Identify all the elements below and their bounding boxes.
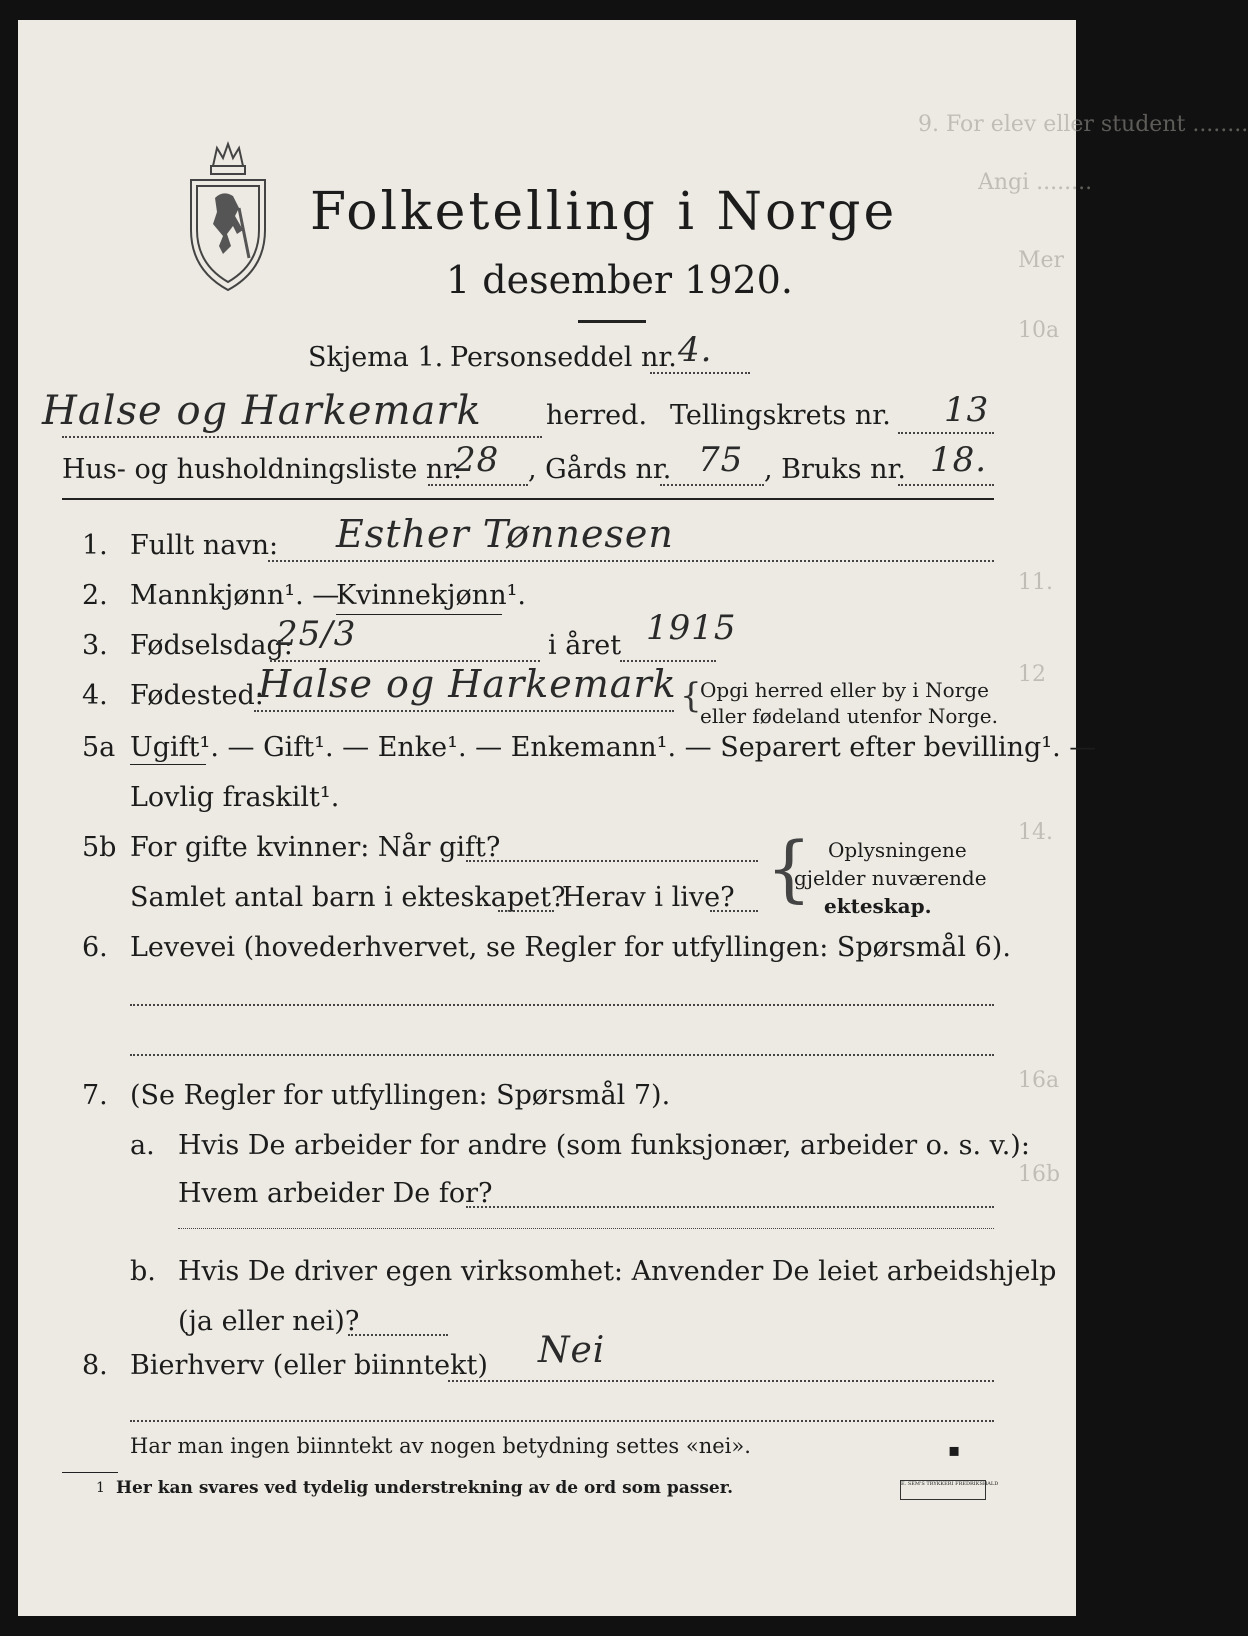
- q5b-number: 5b: [82, 832, 117, 863]
- q5a-line2: Lovlig fraskilt¹.: [130, 782, 340, 813]
- bruks-field-line: [898, 484, 994, 486]
- q6-label: Levevei (hovederhvervet, se Regler for utfyllingen: Spørsmål 6).: [130, 932, 1011, 963]
- bruks-label: , Bruks nr.: [764, 454, 907, 485]
- q7a-answer-line2: [178, 1228, 994, 1229]
- q8-label: Bierhverv (eller biinntekt): [130, 1350, 488, 1381]
- q7a-number: a.: [130, 1130, 155, 1161]
- bruks-value: 18.: [930, 440, 988, 480]
- herred-value: Halse og Harkemark: [42, 388, 482, 434]
- gards-value: 75: [698, 440, 744, 480]
- q4-value: Halse og Harkemark: [258, 662, 677, 706]
- q5b-line2a: Samlet antal barn i ekteskapet?: [130, 882, 566, 913]
- bleed-through-text: 16a: [1018, 1068, 1060, 1093]
- q7a-line2: Hvem arbeider De for?: [178, 1178, 493, 1209]
- q4-note-line2: eller fødeland utenfor Norge.: [700, 704, 998, 728]
- q2-number: 2.: [82, 580, 108, 611]
- tellingskrets-value: 13: [944, 390, 990, 430]
- footnote-number: 1: [96, 1480, 105, 1496]
- q5b-note-line2: gjelder nuværende: [794, 866, 987, 890]
- q8-number: 8.: [82, 1350, 108, 1381]
- q2-female-option: Kvinnekjønn¹.: [336, 580, 526, 611]
- herred-field-line: [62, 436, 542, 438]
- q3-number: 3.: [82, 630, 108, 661]
- q7b-line1: Hvis De driver egen virksomhet: Anvender De leiet arbeidshjelp: [178, 1256, 1057, 1287]
- q6-answer-line1: [130, 1004, 994, 1006]
- q2-male-option: Mannkjønn¹. —: [130, 580, 340, 611]
- husholdningsliste-field-line: [428, 484, 528, 486]
- q4-note-bracket: {: [680, 676, 702, 716]
- q1-field-line: [268, 560, 994, 562]
- bleed-through-text: 14.: [1018, 820, 1053, 845]
- q6-answer-line2: [130, 1054, 994, 1056]
- q6-number: 6.: [82, 932, 108, 963]
- bleed-through-text: Angi ........: [978, 170, 1093, 195]
- herred-label: herred.: [546, 400, 648, 431]
- personseddel-value: 4.: [678, 330, 713, 370]
- q1-label: Fullt navn:: [130, 530, 279, 561]
- tellingskrets-label: Tellingskrets nr.: [670, 400, 891, 431]
- q5a-line1: Ugift¹. — Gift¹. — Enke¹. — Enkemann¹. — Separert efter bevilling¹. —: [130, 732, 1097, 763]
- bleed-through-text: Mer: [1018, 248, 1065, 273]
- form-title: Folketelling i Norge: [310, 182, 898, 242]
- q7-number: 7.: [82, 1080, 108, 1111]
- q4-field-line: [254, 710, 674, 712]
- q8-answer-line2: [130, 1420, 994, 1422]
- q2-female-underline: [336, 614, 502, 615]
- gards-label: , Gårds nr.: [528, 454, 672, 485]
- husholdningsliste-label: Hus- og husholdningsliste nr.: [62, 454, 462, 485]
- bleed-through-text: 16b: [1018, 1162, 1061, 1187]
- q8-field-line: [448, 1380, 994, 1382]
- q7b-field-line: [348, 1334, 448, 1336]
- printer-stamp: E. SEM'S TRYKKERI FREDRIKSHALD: [900, 1480, 986, 1500]
- q3-value: 25/3: [276, 614, 357, 654]
- footnote-text: Her kan svares ved tydelig understrekning av de ord som passer.: [116, 1478, 734, 1498]
- q5b-married-field-line: [466, 860, 758, 862]
- bleed-through-text: 11.: [1018, 570, 1053, 595]
- q7-label: (Se Regler for utfyllingen: Spørsmål 7).: [130, 1080, 671, 1111]
- personseddel-field-line: [650, 372, 750, 374]
- footer-dot: ▪: [948, 1440, 961, 1461]
- husholdningsliste-value: 28: [454, 440, 500, 480]
- q3-year-label: i året: [548, 630, 622, 661]
- footer-note: Har man ingen biinntekt av nogen betydning settes «nei».: [130, 1434, 751, 1458]
- gards-field-line: [660, 484, 764, 486]
- q1-number: 1.: [82, 530, 108, 561]
- q5b-note-bracket: {: [766, 826, 812, 910]
- tellingskrets-field-line: [898, 432, 994, 434]
- q4-note-line1: Opgi herred eller by i Norge: [700, 678, 989, 702]
- q7a-line1: Hvis De arbeider for andre (som funksjonær, arbeider o. s. v.):: [178, 1130, 1030, 1161]
- q7b-line2: (ja eller nei)?: [178, 1306, 360, 1337]
- census-form-page: [18, 20, 1248, 1616]
- q3-year-value: 1915: [646, 608, 737, 648]
- q5b-children-field-line: [498, 910, 554, 912]
- q1-value: Esther Tønnesen: [336, 512, 674, 556]
- q4-number: 4.: [82, 680, 108, 711]
- q7b-number: b.: [130, 1256, 156, 1287]
- q7a-field-line: [466, 1206, 994, 1208]
- q5b-line1: For gifte kvinner: Når gift?: [130, 832, 501, 863]
- skjema-label: Skjema 1.: [308, 342, 444, 373]
- title-divider: [578, 320, 646, 323]
- q5a-ugift-underline: [130, 764, 206, 765]
- q5a-number: 5a: [82, 732, 116, 763]
- q5b-line2b: Herav i live?: [562, 882, 735, 913]
- personseddel-label: Personseddel nr.: [450, 342, 677, 373]
- q4-label: Fødested:: [130, 680, 264, 711]
- q3-label: Fødselsdag:: [130, 630, 293, 661]
- census-date: 1 desember 1920.: [446, 258, 793, 302]
- q5b-note-line3: ekteskap.: [824, 894, 932, 918]
- q5b-note-line1: Oplysningene: [828, 838, 967, 862]
- footnote-rule: [62, 1472, 118, 1473]
- bleed-through-text: 9. For elev eller student ........: [918, 112, 1248, 137]
- q8-value: Nei: [538, 1330, 606, 1371]
- bleed-through-text: 12: [1018, 662, 1046, 687]
- bleed-through-text: 10a: [1018, 318, 1060, 343]
- norway-coat-of-arms-icon: [183, 138, 273, 294]
- header-separator: [62, 498, 994, 500]
- q5b-alive-field-line: [710, 910, 758, 912]
